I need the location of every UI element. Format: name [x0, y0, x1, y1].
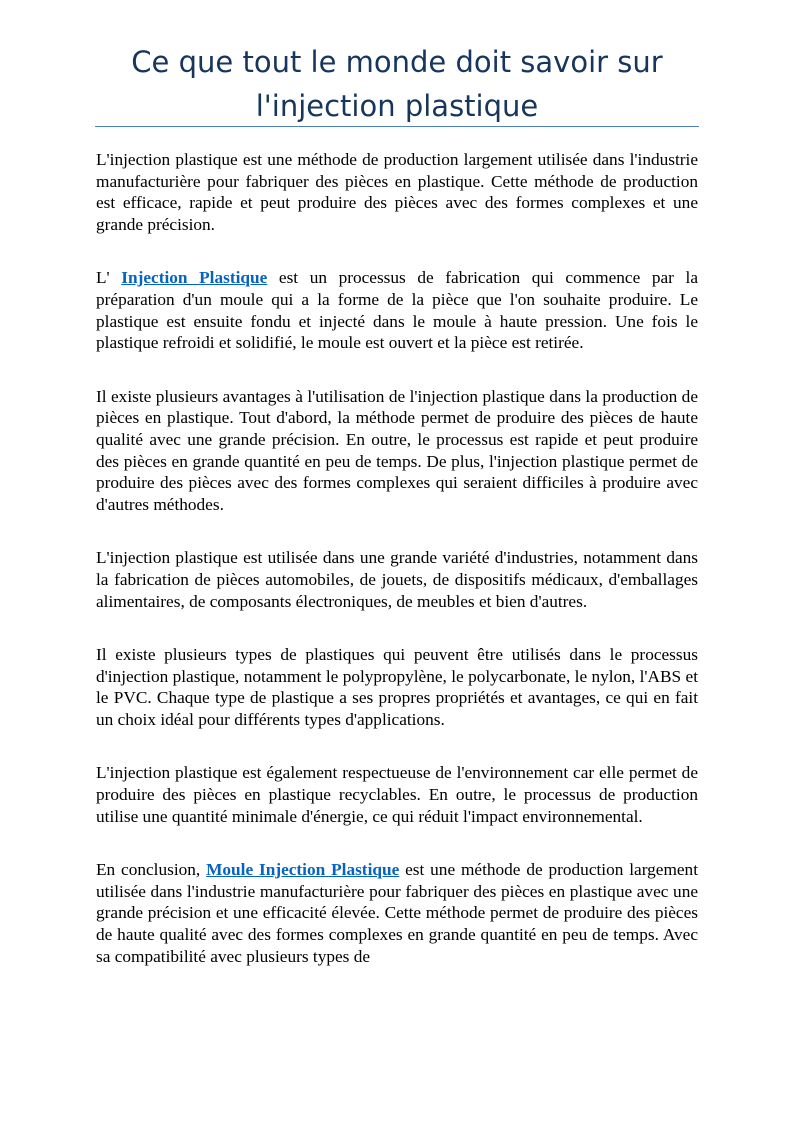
paragraph-2-text: est un processus de fabrication qui commence par la préparation d'un moule qui a la forme de la pièce que l'on souhaite produire. Le plastique est ensuite fondu et injecté dans le moule à haute pression. Une fois le plastique refroidi et solidifié, le moule est ouvert et la pièce est retirée.: [96, 268, 698, 353]
paragraph-1: L'injection plastique est une méthode de production largement utilisée dans l'industrie manufacturière pour fabriquer des pièces en plastique. Cette méthode de production est efficace, rapide et peut produire des pièces avec des formes complexes et une grande précision.: [96, 150, 698, 234]
injection-plastique-link[interactable]: Injection Plastique: [121, 268, 268, 288]
paragraph-3: Il existe plusieurs avantages à l'utilisation de l'injection plastique dans la production de pièces en plastique. Tout d'abord, la méthode permet de produire des pièces de haute qualité avec une grande précision. En outre, le processus est rapide et peut produire des pièces en grande quantité en peu de temps. De plus, l'injection plastique permet de produire des pièces avec des formes complexes qui seraient difficiles à produire avec d'autres méthodes.: [96, 386, 698, 514]
paragraph-5: Il existe plusieurs types de plastiques qui peuvent être utilisés dans le processus d'injection plastique, notamment le polypropylène, le polycarbonate, le nylon, l'ABS et le PVC. Chaque type de plastique a ses propres propriétés et avantages, ce qui en fait un choix idéal pour différents types d'applications.: [96, 645, 698, 729]
paragraph-4: L'injection plastique est utilisée dans une grande variété d'industries, notamment dans la fabrication de pièces automobiles, de jouets, de dispositifs médicaux, d'emballages alimentaires, de composants électroniques, de meubles et bien d'autres.: [96, 548, 698, 611]
title-line-1: Ce que tout le monde doit savoir sur: [131, 45, 663, 79]
paragraph-7: [96, 859, 698, 967]
paragraph-2: [96, 267, 698, 353]
title-underline-rule: [95, 126, 699, 127]
paragraph-spacer: [96, 354, 698, 386]
paragraph-spacer: [96, 515, 698, 547]
paragraph-7-prefix: En conclusion,: [96, 860, 207, 880]
paragraph-spacer: [96, 235, 698, 267]
paragraph-spacer: [96, 612, 698, 644]
title-line-2: l'injection plastique: [255, 89, 539, 123]
document-title: [95, 40, 699, 128]
paragraph-spacer: [96, 730, 698, 762]
paragraph-spacer: [96, 827, 698, 859]
paragraph-2-prefix: L': [96, 268, 122, 288]
moule-injection-plastique-link[interactable]: Moule Injection Plastique: [206, 860, 400, 880]
paragraph-7-text: est une méthode de production largement utilisée dans l'industrie manufacturière pour fabriquer des pièces en plastique avec une grande précision et une efficacité élevée. Cette méthode permet de produire des pièces de haute qualité avec des formes complexes en grande quantité en peu de temps. Avec sa compatibilité avec plusieurs types de: [96, 860, 698, 966]
paragraph-6: L'injection plastique est également respectueuse de l'environnement car elle permet de produire des pièces en plastique recyclables. En outre, le processus de production utilise une quantité minimale d'énergie, ce qui réduit l'impact environnemental.: [96, 763, 698, 826]
document-body: [96, 149, 698, 967]
